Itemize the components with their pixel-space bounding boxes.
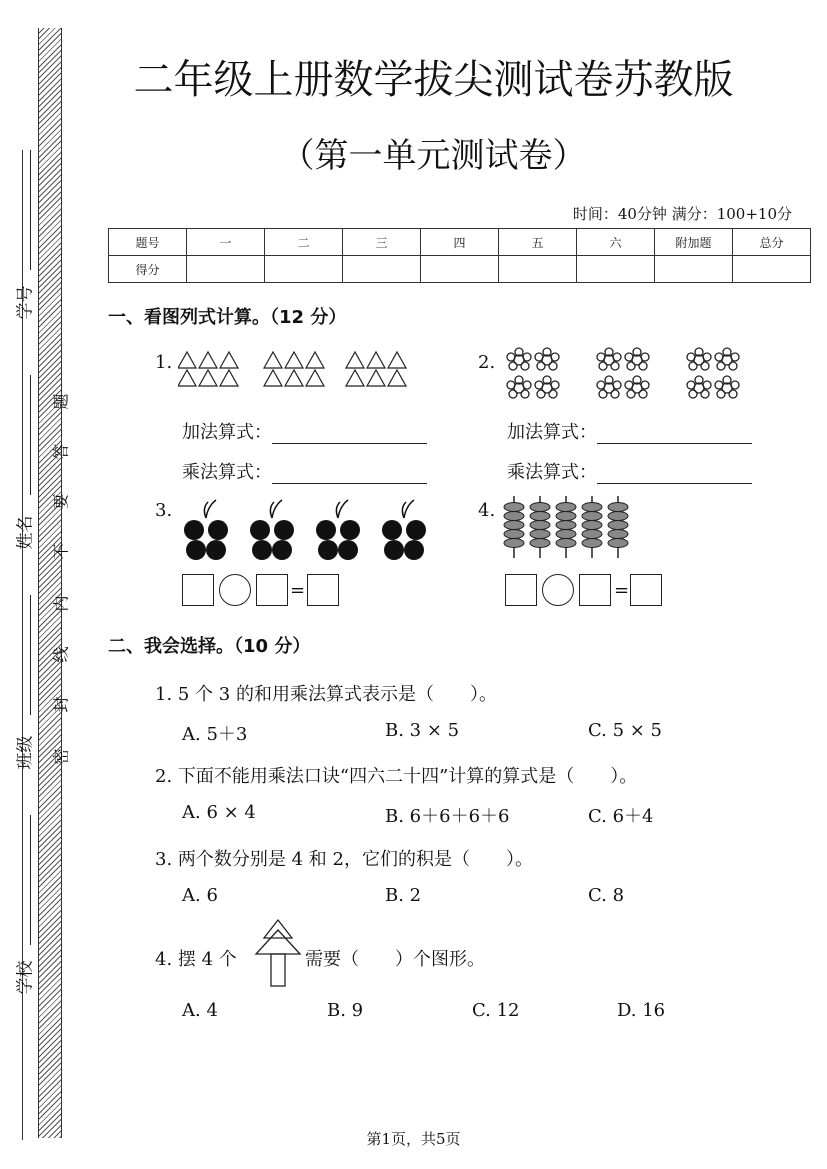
question-number: 4. — [478, 500, 496, 521]
sidebar-label-name: 姓名 — [15, 515, 36, 550]
option[interactable]: A. 5＋3 — [182, 724, 248, 745]
score-table — [108, 228, 811, 283]
question-stem: 1. 5 个 3 的和用乘法算式表示是（ ）。 — [155, 684, 497, 705]
berries-figure — [180, 496, 430, 562]
option[interactable]: C. 8 — [588, 885, 625, 906]
question-number: 2. — [478, 352, 496, 373]
seal-char: 答 — [51, 443, 71, 460]
option[interactable]: C. 5 × 5 — [588, 720, 663, 741]
answer-box[interactable] — [182, 574, 214, 606]
option[interactable]: B. 2 — [385, 885, 422, 906]
seal-char: 题 — [51, 393, 71, 410]
operator-circle[interactable] — [219, 574, 251, 606]
score-cell[interactable] — [265, 256, 343, 283]
question-number: 1. — [155, 352, 173, 373]
option[interactable]: D. 16 — [617, 1000, 666, 1021]
option[interactable]: B. 3 × 5 — [385, 720, 460, 741]
seal-char: 线 — [51, 646, 71, 663]
answer-box[interactable] — [630, 574, 662, 606]
triangles-figure — [178, 350, 413, 390]
seal-char: 内 — [51, 595, 71, 612]
score-cell[interactable] — [187, 256, 265, 283]
table-header: 四 — [421, 229, 499, 256]
sidebar-label-student-id: 学号 — [15, 285, 36, 320]
page-subtitle: （第一单元测试卷） — [280, 136, 587, 176]
operator-circle[interactable] — [542, 574, 574, 606]
option[interactable]: A. 6 × 4 — [182, 802, 256, 823]
table-header: 总分 — [733, 229, 811, 256]
time-info: 时间：40分钟 满分：100+10分 — [572, 205, 792, 223]
answer-blank[interactable] — [272, 423, 427, 444]
seal-char: 不 — [51, 543, 71, 560]
option[interactable]: C. 6＋4 — [588, 806, 654, 827]
table-header: 二 — [265, 229, 343, 256]
score-cell[interactable] — [733, 256, 811, 283]
multiplication-label: 乘法算式： — [507, 458, 752, 484]
answer-box[interactable] — [256, 574, 288, 606]
page-footer: 第1页，共5页 — [366, 1130, 461, 1148]
option[interactable]: A. 4 — [182, 1000, 218, 1021]
section-1-heading: 一、看图列式计算。（12 分） — [108, 307, 347, 328]
addition-label: 加法算式： — [507, 418, 752, 444]
score-cell[interactable] — [343, 256, 421, 283]
abacus-figure — [500, 496, 640, 562]
answer-blank[interactable] — [597, 463, 752, 484]
question-number: 3. — [155, 500, 173, 521]
option[interactable]: B. 6＋6＋6＋6 — [385, 806, 510, 827]
seal-char: 密 — [51, 748, 71, 765]
flowers-figure — [505, 346, 755, 402]
addition-label: 加法算式： — [182, 418, 427, 444]
tree-figure — [254, 918, 302, 990]
sidebar-label-class: 班级 — [15, 735, 36, 770]
table-header: 三 — [343, 229, 421, 256]
page-title: 二年级上册数学拔尖测试卷苏教版 — [133, 57, 734, 103]
sidebar-label-school: 学校 — [15, 960, 36, 995]
binding-margin — [38, 28, 62, 1138]
question-stem: 4. 摆 4 个 — [155, 949, 237, 970]
name-line — [30, 375, 31, 495]
score-cell[interactable] — [577, 256, 655, 283]
multiplication-label: 乘法算式： — [182, 458, 427, 484]
school-line — [30, 815, 31, 945]
answer-box[interactable] — [579, 574, 611, 606]
equals-sign: = — [614, 580, 630, 601]
option[interactable]: C. 12 — [472, 1000, 520, 1021]
table-header: 五 — [499, 229, 577, 256]
answer-box[interactable] — [307, 574, 339, 606]
score-cell[interactable] — [421, 256, 499, 283]
table-header: 题号 — [109, 229, 187, 256]
option[interactable]: B. 9 — [327, 1000, 364, 1021]
table-header: 六 — [577, 229, 655, 256]
answer-blank[interactable] — [597, 423, 752, 444]
table-header: 附加题 — [655, 229, 733, 256]
seal-char: 封 — [51, 696, 71, 713]
table-header: 一 — [187, 229, 265, 256]
score-cell[interactable] — [499, 256, 577, 283]
answer-box[interactable] — [505, 574, 537, 606]
answer-blank[interactable] — [272, 463, 427, 484]
table-row-label: 得分 — [109, 256, 187, 283]
seal-char: 要 — [51, 493, 71, 510]
class-line — [30, 595, 31, 715]
question-stem: 需要（ ）个图形。 — [305, 949, 485, 970]
option[interactable]: A. 6 — [182, 885, 218, 906]
equals-sign: = — [290, 580, 306, 601]
score-cell[interactable] — [655, 256, 733, 283]
section-2-heading: 二、我会选择。（10 分） — [108, 636, 311, 657]
question-stem: 3. 两个数分别是 4 和 2，它们的积是（ ）。 — [155, 849, 533, 870]
question-stem: 2. 下面不能用乘法口诀“四六二十四”计算的算式是（ ）。 — [155, 766, 638, 787]
